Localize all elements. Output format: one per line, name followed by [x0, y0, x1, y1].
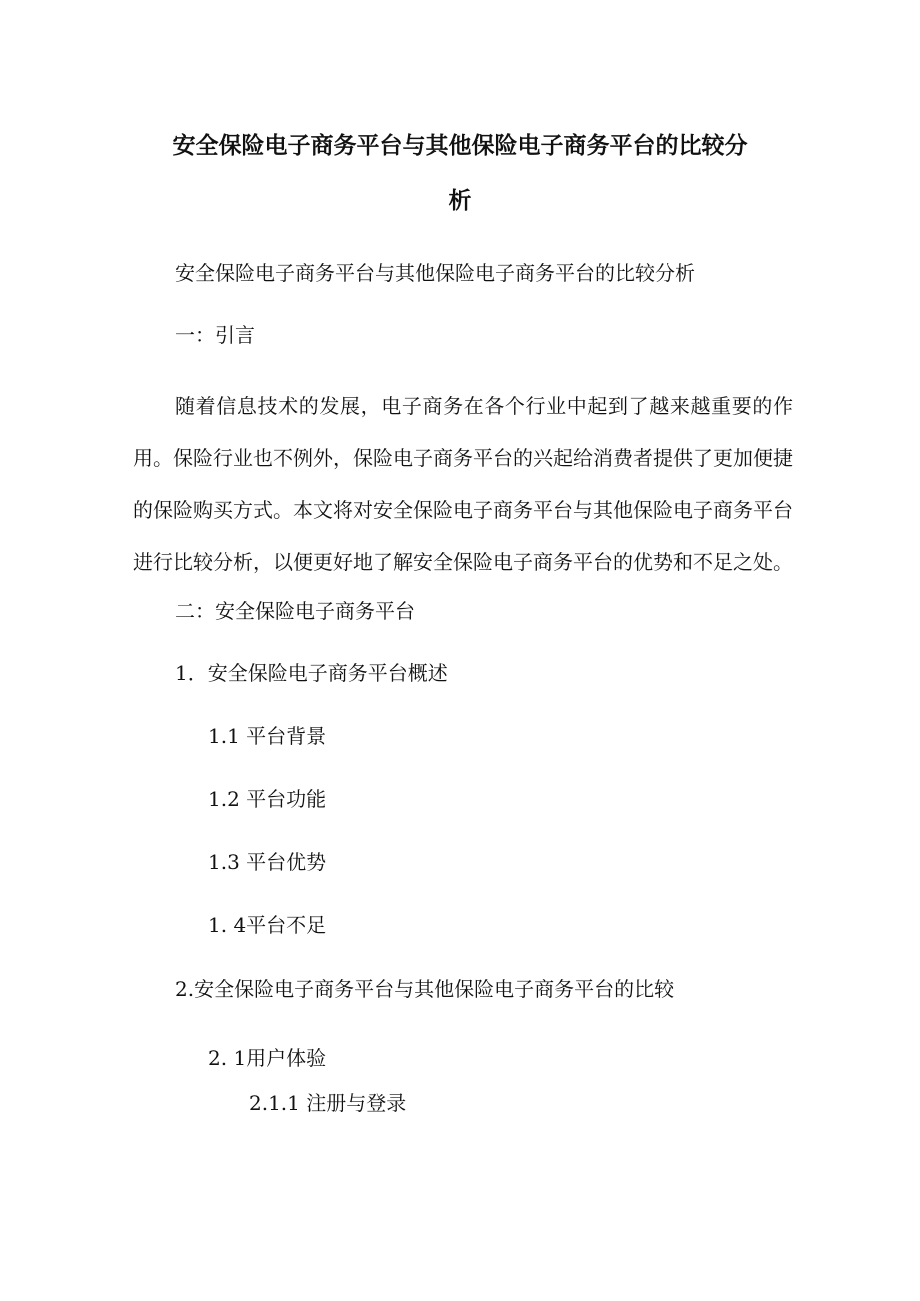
outline-item-2-1-1: 2.1.1 注册与登录 [249, 1091, 407, 1115]
section-heading-introduction: 一：引言 [175, 323, 255, 347]
section-heading-platform: 二：安全保险电子商务平台 [175, 599, 415, 623]
document-title-line-1: 安全保险电子商务平台与其他保险电子商务平台的比较分 [172, 133, 748, 159]
outline-item-1-2: 1.2 平台功能 [208, 787, 327, 811]
outline-item-2: 2.安全保险电子商务平台与其他保险电子商务平台的比较 [175, 977, 675, 1001]
outline-item-2-1: 2. 1用户体验 [208, 1046, 327, 1070]
outline-item-1-4: 1. 4平台不足 [208, 913, 327, 937]
outline-item-1-3: 1.3 平台优势 [208, 850, 327, 874]
document-subtitle: 安全保险电子商务平台与其他保险电子商务平台的比较分析 [175, 261, 695, 285]
outline-item-1-1: 1.1 平台背景 [208, 724, 327, 748]
document-title-line-2: 析 [448, 188, 472, 214]
introduction-paragraph: 随着信息技术的发展，电子商务在各个行业中起到了越来越重要的作用。保险行业也不例外，保险电子商务平台的兴起给消费者提供了更加便捷的保险购买方式。本文将对安全保险电子商务平台与其他保险电子商务平台进行比较分析，以便更好地了解安全保险电子商务平台的优势和不足之处。 [133, 394, 793, 574]
outline-item-1: 1．安全保险电子商务平台概述 [175, 661, 448, 685]
